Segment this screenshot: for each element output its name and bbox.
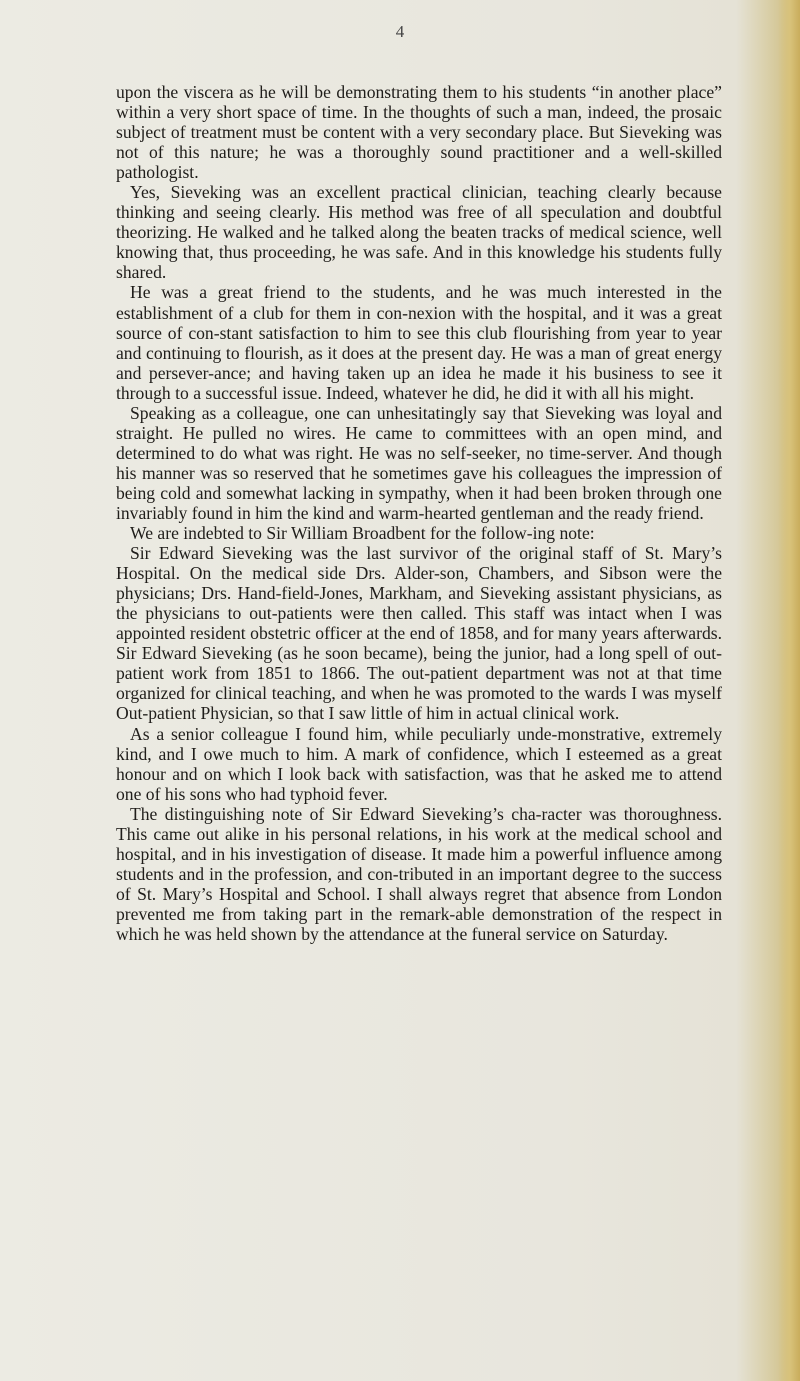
page-edge bbox=[778, 0, 800, 1381]
paragraph: We are indebted to Sir William Broadbent for the follow-ing note: bbox=[130, 523, 595, 544]
paragraph: upon the viscera as he will be demonstrating them to his students “in another place” within a very short space of time. In the thoughts of such a man, indeed, the prosaic subject of treatment must be content with a very secondary place. But Sieveking was not of this nature; he was a thoroughly sound practitioner and a well-skilled pathologist. bbox=[116, 82, 722, 183]
page-number: 4 bbox=[395, 22, 405, 41]
paragraph: He was a great friend to the students, and he was much interested in the establishment of a club for them in con-nexion with the hospital, and it was a great source of con-stant satisfaction to him to see this club flourishing from year to year and continuing to flourish, as it does at the present day. He was a man of great energy and persever-ance; and having taken up an idea he made it his business to see it through to a successful issue. Indeed, whatever he did, he did it with all his might. bbox=[116, 282, 722, 403]
paragraph: As a senior colleague I found him, while peculiarly unde-monstrative, extremely kind, and I owe much to him. A mark of confidence, which I esteemed as a great honour and on which I look back with satisfaction, was that he asked me to attend one of his sons who had typhoid fever. bbox=[116, 723, 722, 804]
paragraph: Yes, Sieveking was an excellent practical clinician, teaching clearly because thinking and seeing clearly. His method was free of all speculation and doubtful theorizing. He walked and he talked along the beaten tracks of medical science, well knowing that, thus proceeding, he was safe. And in this knowledge his students fully shared. bbox=[116, 182, 722, 283]
paragraph: The distinguishing note of Sir Edward Sieveking’s cha-racter was thoroughness. This came out alike in his personal relations, in his work at the medical school and hospital, and in his investigation of disease. It made him a powerful influence among students and in the profession, and con-tributed in an important degree to the success of St. Mary’s Hospital and School. I shall always regret that absence from London prevented me from taking part in the remark-able demonstration of the respect in which he was held shown by the attendance at the funeral service on Saturday. bbox=[116, 803, 722, 944]
paragraph: Speaking as a colleague, one can unhesitatingly say that Sieveking was loyal and straight. He pulled no wires. He came to committees with an open mind, and determined to do what was right. He was no self-seeker, no time-server. And though his manner was so reserved that he sometimes gave his colleagues the impression of being cold and somewhat lacking in sympathy, when it had been broken through one invariably found in him the kind and warm-hearted gentleman and the ready friend. bbox=[116, 402, 722, 523]
paragraph: Sir Edward Sieveking was the last survivor of the original staff of St. Mary’s Hospital. On the medical side Drs. Alder-son, Chambers, and Sibson were the physicians; Drs. Hand-field-Jones, Markham, and Sieveking assistant physicians, as the physicians to out-patients were then called. This staff was intact when I was appointed resident obstetric officer at the end of 1858, and for many years afterwards. Sir Edward Sieveking (as he soon became), being the junior, had a long spell of out-patient work from 1851 to 1866. The out-patient department was not at that time organized for clinical teaching, and when he was promoted to the wards I was myself Out-patient Physician, so that I saw little of him in actual clinical work. bbox=[116, 543, 722, 724]
body-text bbox=[116, 82, 722, 944]
